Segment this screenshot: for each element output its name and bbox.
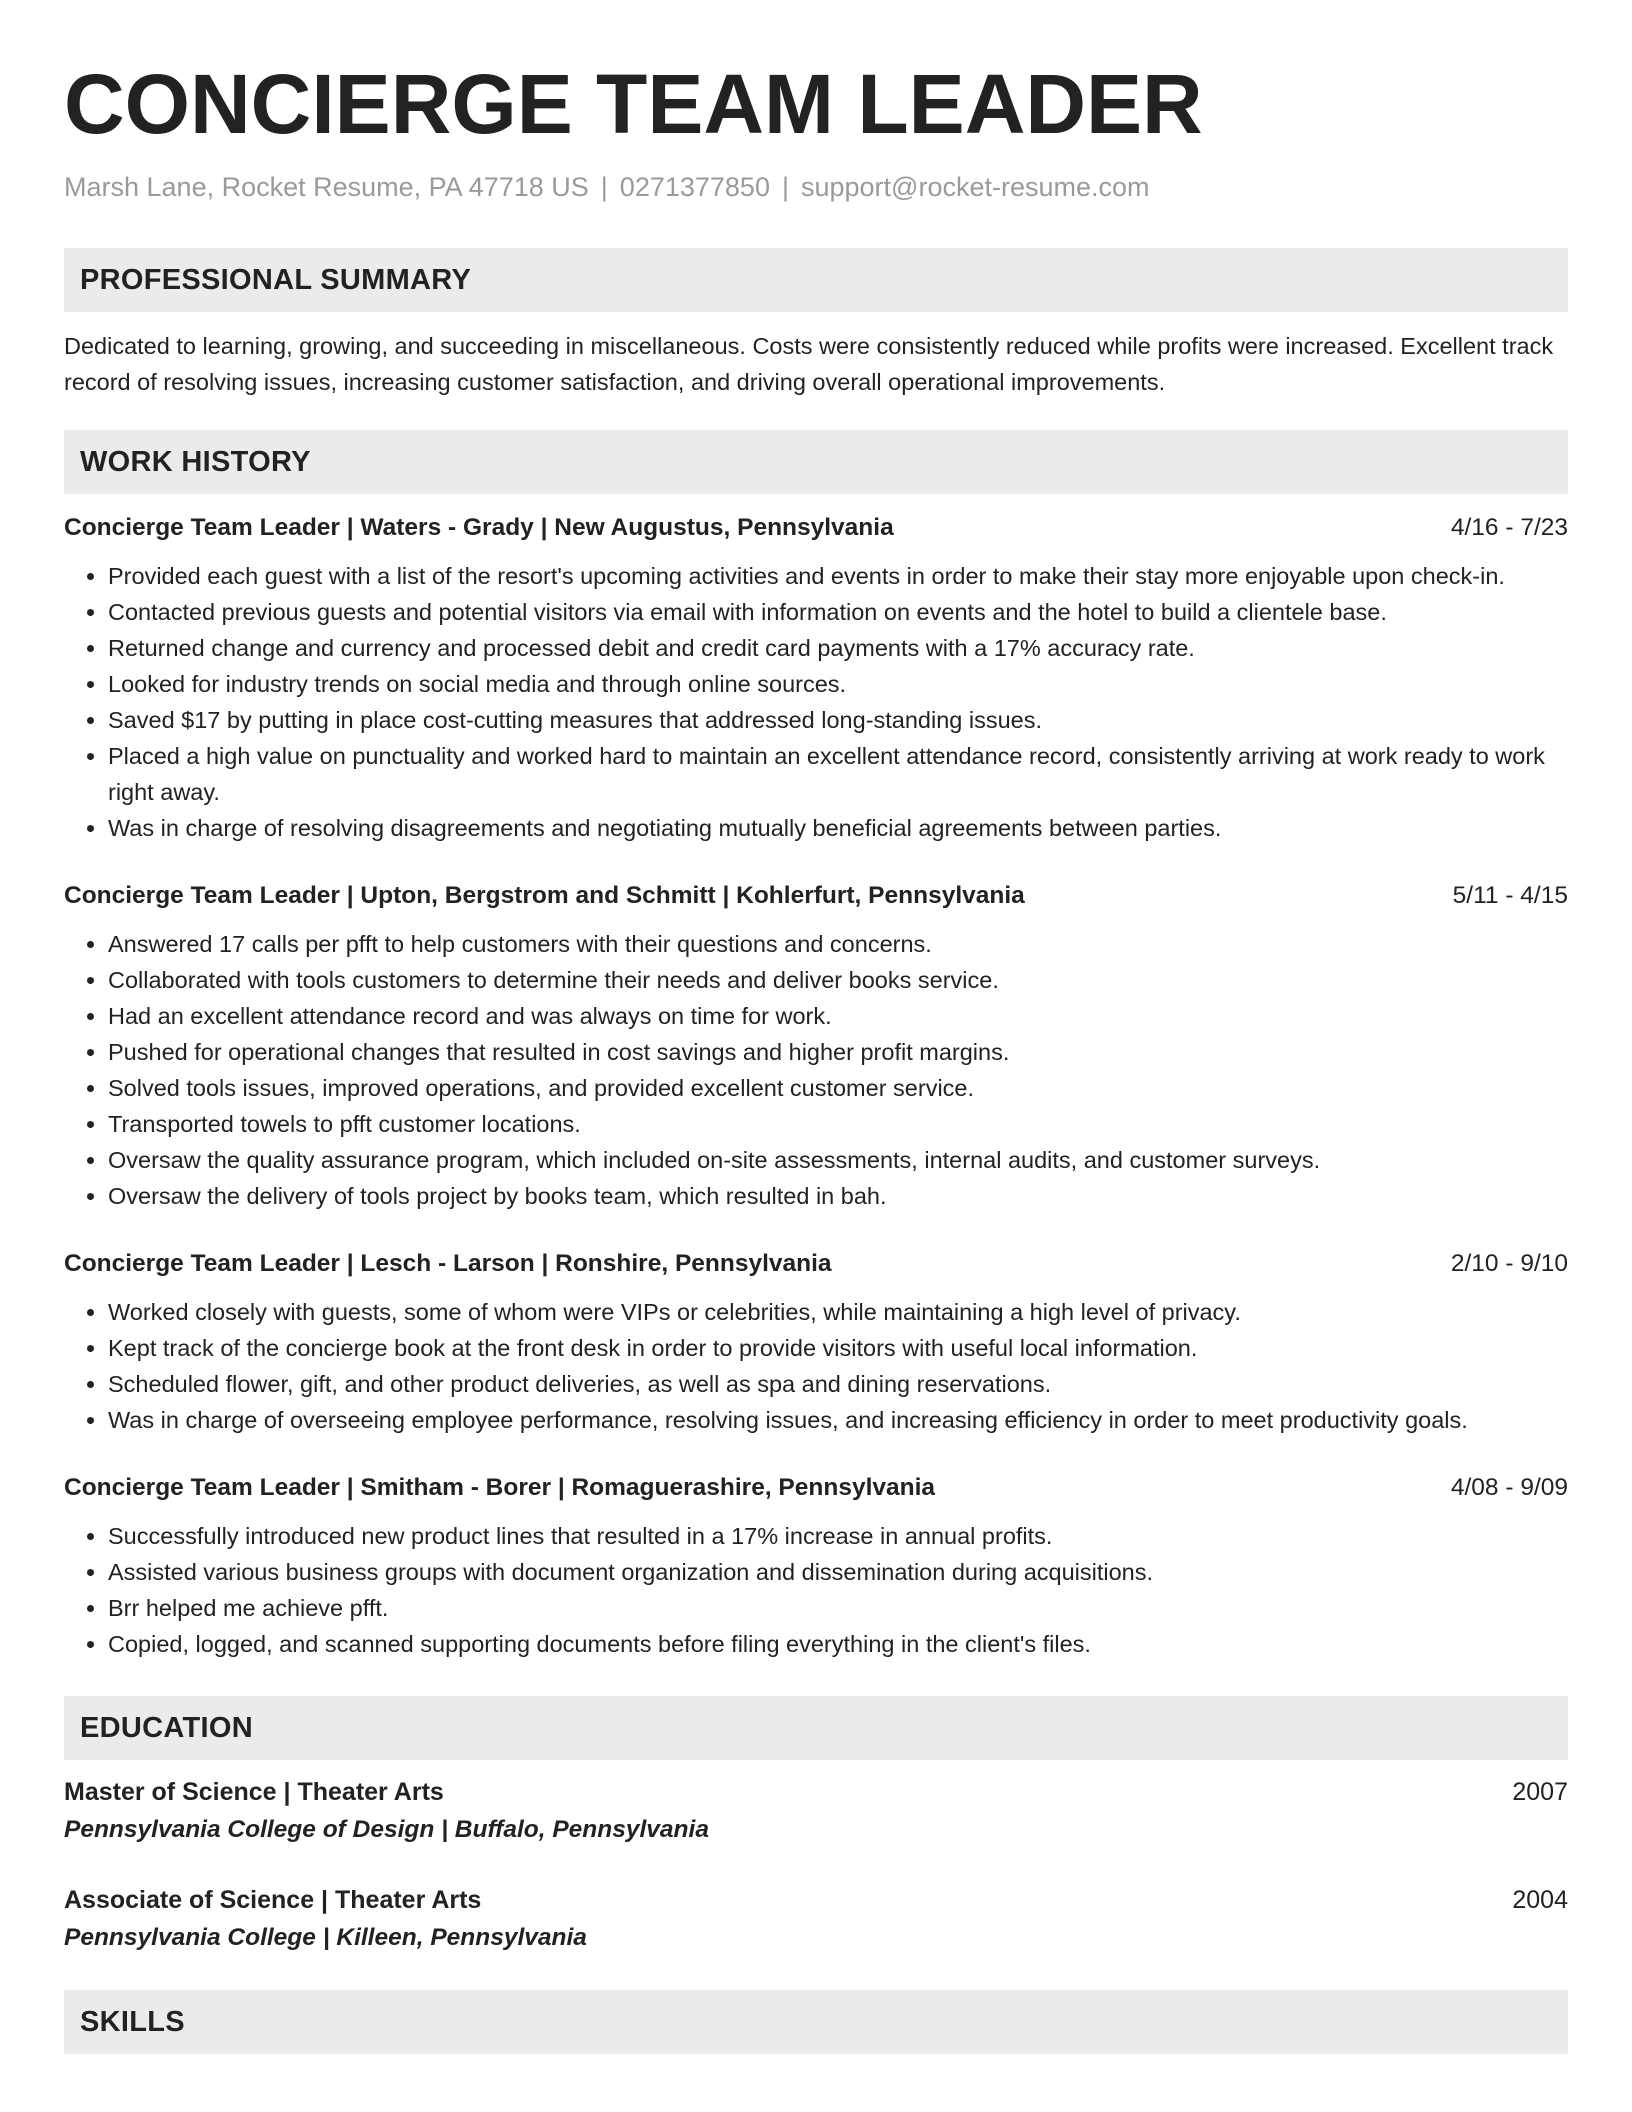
education-entry (64, 1882, 1568, 1956)
job-bullet-list (64, 558, 1568, 846)
job-bullet: • Looked for industry trends on social media and through online sources. (108, 666, 1568, 702)
job-bullet: • Pushed for operational changes that resulted in cost savings and higher profit margins. (108, 1034, 1568, 1070)
contact-line (64, 170, 1568, 204)
job-header (64, 878, 1568, 914)
job-bullet: • Successfully introduced new product lines that resulted in a 17% increase in annual profits. (108, 1518, 1568, 1554)
education-school: Pennsylvania College of Design | Buffalo, Pennsylvania (64, 1816, 709, 1843)
skills-section-header (64, 1990, 1568, 2054)
work-section-header (64, 430, 1568, 494)
contact-address: Marsh Lane, Rocket Resume, PA 47718 US (64, 172, 589, 202)
job-bullet: • Copied, logged, and scanned supporting documents before filing everything in the client's files. (108, 1626, 1568, 1662)
job-bullet: • Oversaw the quality assurance program, which included on-site assessments, internal audits, and customer surveys. (108, 1142, 1568, 1178)
job-dates: 5/11 - 4/15 (1452, 882, 1568, 909)
job-title: Concierge Team Leader | Smitham - Borer | Romaguerashire, Pennsylvania (64, 1474, 936, 1501)
education-degree: Master of Science | Theater Arts (64, 1778, 444, 1806)
summary-section-header (64, 248, 1568, 312)
job-header (64, 1470, 1568, 1506)
job-bullet-list (64, 1294, 1568, 1438)
education-heading: EDUCATION (80, 1711, 253, 1744)
job-entry (64, 1246, 1568, 1438)
job-bullet: • Transported towels to pfft customer locations. (108, 1106, 1568, 1142)
job-title: Concierge Team Leader | Lesch - Larson | Ronshire, Pennsylvania (64, 1250, 832, 1277)
job-bullet: • Contacted previous guests and potential visitors via email with information on events and the hotel to build a clientele base. (108, 594, 1568, 630)
job-bullet: • Collaborated with tools customers to determine their needs and deliver books service. (108, 962, 1568, 998)
education-school: Pennsylvania College | Killeen, Pennsylvania (64, 1924, 587, 1951)
job-bullet: • Brr helped me achieve pfft. (108, 1590, 1568, 1626)
education-degree: Associate of Science | Theater Arts (64, 1886, 482, 1914)
resume-name-title: CONCIERGE TEAM LEADER (64, 57, 1203, 151)
job-bullet: • Provided each guest with a list of the resort's upcoming activities and events in order to make their stay more enjoyable upon check-in. (108, 558, 1568, 594)
education-header (64, 1774, 1568, 1810)
job-bullet: • Kept track of the concierge book at the front desk in order to provide visitors with useful local information. (108, 1330, 1568, 1366)
job-entry (64, 1470, 1568, 1662)
job-bullet: • Worked closely with guests, some of whom were VIPs or celebrities, while maintaining a high level of privacy. (108, 1294, 1568, 1330)
work-heading: WORK HISTORY (80, 445, 311, 478)
summary-text: Dedicated to learning, growing, and succeeding in miscellaneous. Costs were consistently reduced while profits were increased. Excellent track record of resolving issues, increasing customer satisfaction, and driving overall operational improvements. (64, 333, 1554, 395)
job-bullet: • Answered 17 calls per pfft to help customers with their questions and concerns. (108, 926, 1568, 962)
job-entry (64, 510, 1568, 846)
job-bullet: • Was in charge of resolving disagreements and negotiating mutually beneficial agreements between parties. (108, 810, 1568, 846)
job-bullet: • Saved $17 by putting in place cost-cutting measures that addressed long-standing issues. (108, 702, 1568, 738)
job-dates: 2/10 - 9/10 (1450, 1250, 1568, 1277)
contact-phone: 0271377850 (619, 172, 770, 202)
job-title: Concierge Team Leader | Upton, Bergstrom and Schmitt | Kohlerfurt, Pennsylvania (64, 882, 1025, 909)
job-bullet: • Solved tools issues, improved operations, and provided excellent customer service. (108, 1070, 1568, 1106)
education-year: 2004 (1512, 1886, 1568, 1914)
education-header (64, 1882, 1568, 1918)
contact-separator: | (781, 172, 789, 202)
education-year: 2007 (1512, 1778, 1568, 1806)
skills-heading: SKILLS (80, 2005, 185, 2038)
job-bullet: • Returned change and currency and processed debit and credit card payments with a 17% accuracy rate. (108, 630, 1568, 666)
job-title: Concierge Team Leader | Waters - Grady | New Augustus, Pennsylvania (64, 514, 894, 541)
contact-email: support@rocket-resume.com (800, 172, 1150, 202)
job-bullet: • Was in charge of overseeing employee performance, resolving issues, and increasing efficiency in order to meet productivity goals. (108, 1402, 1568, 1438)
contact-separator: | (600, 172, 608, 202)
job-bullet: • Assisted various business groups with document organization and dissemination during acquisitions. (108, 1554, 1568, 1590)
job-entry (64, 878, 1568, 1214)
job-header (64, 510, 1568, 546)
job-bullet: • Placed a high value on punctuality and worked hard to maintain an excellent attendance record, consistently arriving at work ready to work right away. (108, 738, 1568, 810)
resume-page (64, 0, 1568, 2054)
job-header (64, 1246, 1568, 1282)
job-bullet: • Scheduled flower, gift, and other product deliveries, as well as spa and dining reservations. (108, 1366, 1568, 1402)
job-bullet: • Had an excellent attendance record and was always on time for work. (108, 998, 1568, 1034)
job-dates: 4/16 - 7/23 (1450, 514, 1568, 541)
job-dates: 4/08 - 9/09 (1450, 1474, 1568, 1501)
education-entry (64, 1774, 1568, 1848)
job-bullet-list (64, 1518, 1568, 1662)
job-bullet-list (64, 926, 1568, 1214)
summary-heading: PROFESSIONAL SUMMARY (80, 263, 472, 296)
job-bullet: • Oversaw the delivery of tools project by books team, which resulted in bah. (108, 1178, 1568, 1214)
education-section-header (64, 1696, 1568, 1760)
